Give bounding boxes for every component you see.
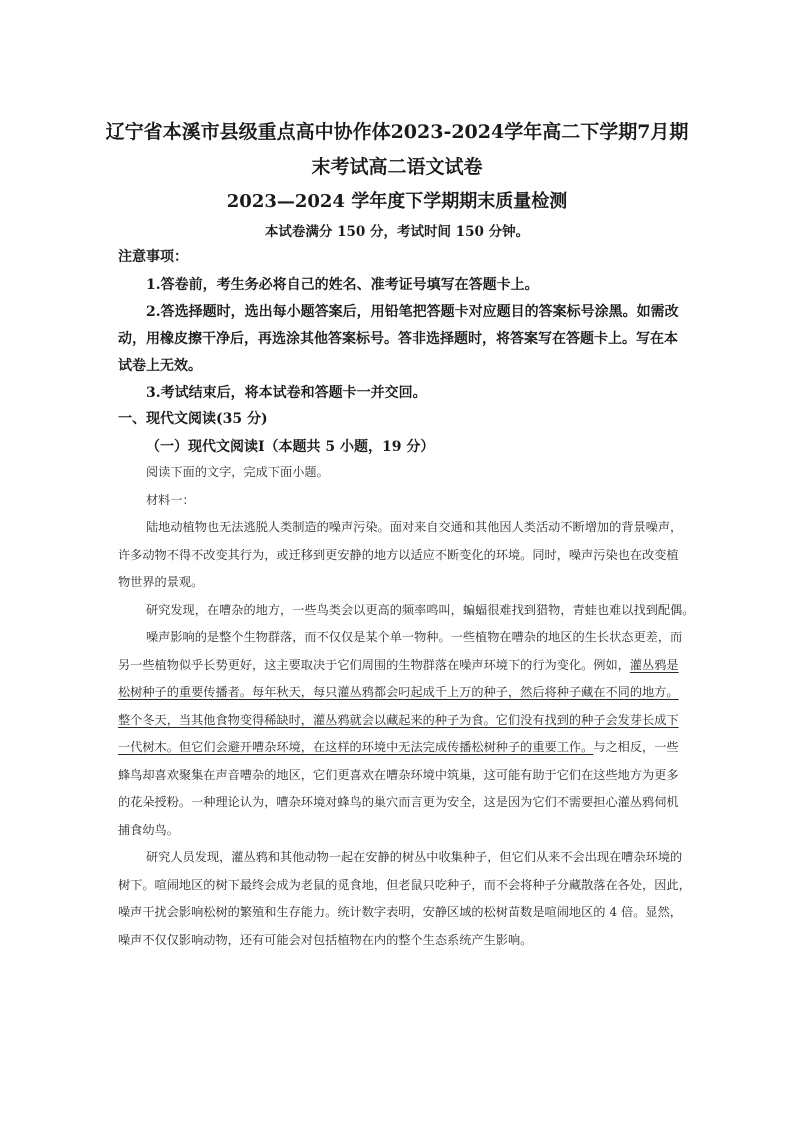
passage-p3-l8: 捕食幼鸟。 (118, 823, 179, 837)
section-part1: 一、现代文阅读(35 分) (118, 411, 268, 427)
passage-p4-l4: 噪声不仅仅影响动物，还有可能会对包括植物在内的整个生态系统产生影响。 (118, 933, 533, 947)
notice-item-2-line3: 试卷上无效。 (118, 358, 202, 374)
exam-meta: 本试卷满分 150 分，考试时间 150 分钟。 (264, 224, 530, 240)
passage-p1-l3: 物世界的景观。 (118, 575, 204, 589)
passage-p1-l1: 陆地动植物也无法逃脱人类制造的噪声污染。面对来自交通和其他因人类活动不断增加的背景噪声， (146, 520, 683, 534)
notice-item-1: 1.答卷前，考生务必将自己的姓名、准考证号填写在答题卡上。 (146, 277, 539, 293)
material-label: 材料一： (146, 493, 195, 507)
passage-p3-l5-text: 与之相反，一些 (593, 740, 679, 754)
exam-title-line2: 末考试高二语文试卷 (311, 156, 483, 178)
section-sub1: （一）现代文阅读Ⅰ（本题共 5 小题，19 分） (146, 439, 435, 455)
notice-item-3: 3.考试结束后，将本试卷和答题卡一并交回。 (146, 385, 427, 401)
passage-p1-l2: 许多动物不得不改变其行为，或迁移到更安静的地方以适应不断变化的环境。同时，噪声污染也在改变植 (118, 548, 679, 562)
passage-underline-2: 一代树木。但它们会避开嘈杂环境，在这样的环境中无法完成传播松树种子的重要工作。 (118, 740, 594, 754)
passage-underline-1: 灌丛鸦是 (629, 658, 679, 672)
passage-p3-l6: 蜂鸟却喜欢聚集在声音嘈杂的地区，它们更喜欢在嘈杂环境中筑巢，这可能有助于它们在这些地方为更多 (118, 768, 679, 782)
exam-subtitle: 2023—2024 学年度下学期期末质量检测 (226, 191, 568, 212)
passage-p3-l5 (118, 738, 679, 755)
notice-item-2-line2: 动，用橡皮擦干净后，再选涂其他答案标号。答非选择题时，将答案写在答题卡上。写在本 (118, 331, 678, 347)
section-instruction: 阅读下面的文字，完成下面小题。 (146, 465, 329, 479)
passage-p3-l1: 噪声影响的是整个生物群落，而不仅仅是某个单一物种。一些植物在嘈杂的地区的生长状态更差，而 (146, 630, 683, 644)
passage-p3-l2-text: 另一些植物似乎长势更好，这主要取决于它们周围的生物群落在噪声环境下的行为变化。例如， (118, 658, 630, 672)
passage-p3-l2 (118, 656, 679, 673)
passage-p4-l1: 研究人员发现，灌丛鸦和其他动物一起在安静的树丛中收集种子，但它们从来不会出现在嘈杂环境的 (146, 850, 683, 864)
passage-p3-l4: 整个冬天，当其他食物变得稀缺时，灌丛鸦就会以藏起来的种子为食。它们没有找到的种子会发芽长成下 (118, 713, 679, 727)
passage-p4-l2: 树下。喧闹地区的树下最终会成为老鼠的觅食地，但老鼠只吃种子，而不会将种子分藏散落在各处，因此， (118, 878, 691, 892)
exam-title-line1: 辽宁省本溪市县级重点高中协作体2023-2024学年高二下学期7月期 (105, 121, 689, 143)
passage-p3-l7: 的花朵授粉。一种理论认为，嘈杂环境对蜂鸟的巢穴而言更为安全，这是因为它们不需要担心灌丛鸦伺机 (118, 795, 679, 809)
passage-p4-l3: 噪声干扰会影响松树的繁殖和生存能力。统计数字表明，安静区域的松树苗数是喧闹地区的 4 倍。显然， (118, 905, 682, 919)
notice-item-2-line1: 2.答选择题时，选出每小题答案后，用铅笔把答题卡对应题目的答案标号涂黑。如需改 (146, 304, 679, 320)
notice-heading: 注意事项： (118, 249, 188, 265)
passage-p2-l1: 研究发现，在嘈杂的地方，一些鸟类会以更高的频率鸣叫，蝙蝠很难找到猎物，青蛙也难以找到配偶。 (146, 603, 695, 617)
passage-p3-l3: 松树种子的重要传播者。每年秋天，每只灌丛鸦都会叼起成千上万的种子，然后将种子藏在不同的地方。 (118, 685, 679, 699)
